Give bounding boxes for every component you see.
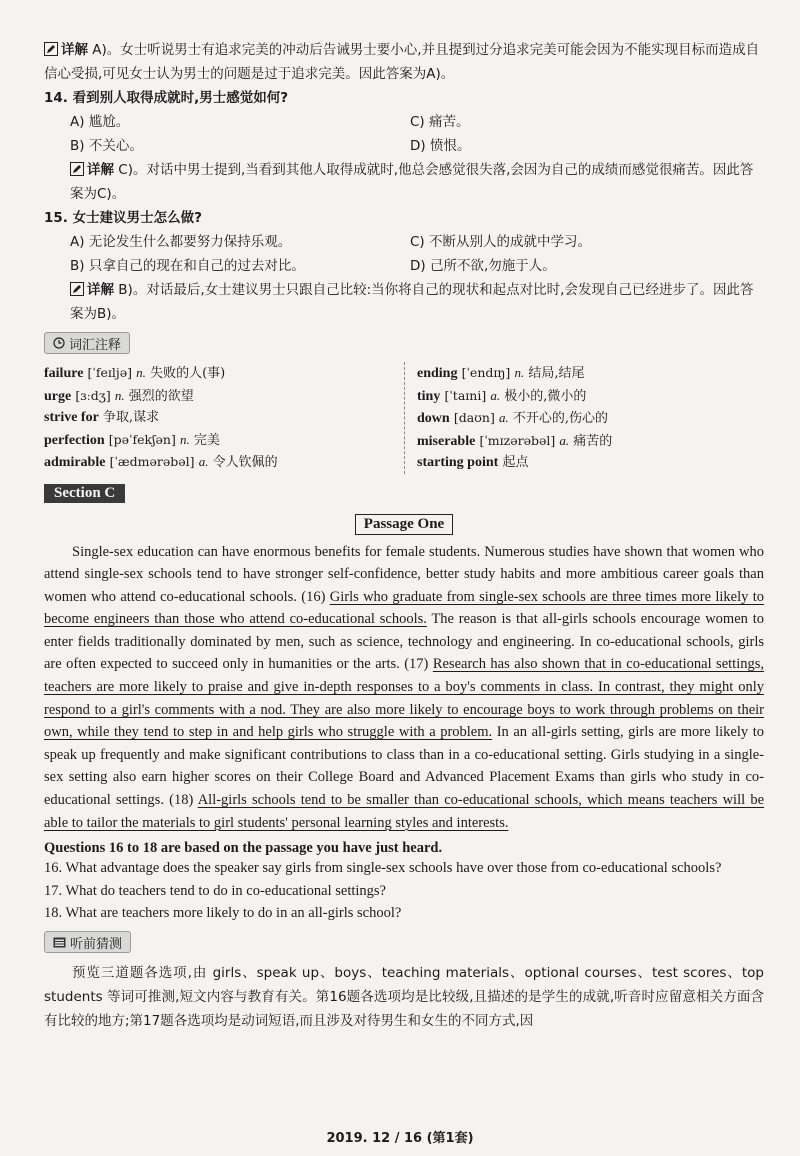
vocab-meaning: 结局,结尾: [528, 366, 585, 381]
vocab-pos: a.: [198, 454, 209, 469]
underlined-answer-16: Girls who graduate from single-sex schools are three times more likely to become engineers than those who attend co-educational schools.: [44, 588, 764, 628]
vocab-pos: n.: [136, 365, 146, 380]
passage-text: [44, 541, 764, 835]
explanation-13: [44, 38, 764, 86]
vocab-word: starting point: [417, 455, 499, 470]
explanation-15: [44, 278, 764, 326]
questions-lead: Questions 16 to 18 are based on the passage you have just heard.: [44, 840, 443, 857]
option: B) 不关心。: [70, 138, 143, 154]
explain-tag: 详解: [87, 282, 114, 298]
vocab-meaning: 起点: [502, 455, 529, 470]
pencil-icon: [70, 162, 84, 176]
vocab-pos: a.: [559, 432, 570, 448]
vocab-phonetic: [ˈendɪŋ]: [461, 365, 511, 380]
explanation-text: A)。女士听说男士有追求完美的冲动后告诫男士要小心,并且提到过分追求完美可能会因为不能实现目标而造成自信心受损,可见女士认为男士的问题是过于追求完美。因此答案为A)。: [44, 42, 760, 82]
question-list: [44, 857, 764, 925]
vocab-word: ending: [417, 366, 458, 381]
question-15-options: [44, 230, 764, 278]
question-14-title: 14. 看到别人取得成就时,男士感觉如何?: [44, 90, 289, 106]
vocab-word: perfection: [44, 432, 105, 448]
vocab-pos: a.: [490, 387, 501, 403]
vocab-column-right: [404, 362, 764, 474]
explanation-text: B)。对话最后,女士建议男士只跟自己比较:当你将自己的现状和起点对比时,会发现自己已经进步了。因此答案为B)。: [70, 282, 754, 322]
question-15-title: 15. 女士建议男士怎么做?: [44, 210, 202, 226]
vocab-meaning: 失败的人(事): [150, 366, 226, 381]
explanation-14: [44, 158, 764, 206]
vocab-phonetic: [ɜːdʒ]: [75, 387, 111, 403]
vocab-entry: [44, 451, 404, 474]
passage-segment: In an all-girls setting, girls are more likely to speak up frequently and make significant contributions to class than in a co-educational setting. Girls studying in a single-sex setting also earn higher scores on their College Board and Advanced Placement Exams than girls who study in co-educational settings. (18): [44, 724, 764, 809]
predict-tag-label: 听前猜测: [70, 936, 123, 952]
vocab-tag: [44, 332, 130, 354]
vocab-word: down: [417, 411, 450, 426]
vocab-meaning: 争取,谋求: [102, 410, 160, 425]
vocab-phonetic: [pəˈfekʃən]: [108, 431, 176, 447]
vocab-word: admirable: [44, 455, 106, 470]
passage-segment: The reason is that all-girls schools encourage women to enter fields traditionally dominated by men, such as science, technology and engineering. In co-educational schools, girls are often expected to succeed only in humanities or the arts. (17): [44, 611, 764, 673]
vocab-entry: [44, 407, 404, 429]
vocab-list: [44, 362, 764, 474]
vocab-pos: n.: [179, 431, 190, 447]
vocab-phonetic: [ˈtaɪni]: [444, 387, 487, 403]
vocab-tag-label: 词汇注释: [69, 337, 122, 353]
vocab-entry: [44, 429, 404, 452]
option: B) 只拿自己的现在和自己的过去对比。: [70, 258, 305, 274]
option: C) 不断从别人的成就中学习。: [410, 234, 591, 250]
vocab-entry: [44, 362, 404, 385]
vocab-phonetic: [daʊn]: [453, 410, 495, 425]
explain-tag: 详解: [61, 42, 88, 58]
passage-title-box: [44, 513, 764, 535]
vocab-word: tiny: [417, 388, 441, 404]
vocab-entry: [417, 385, 764, 408]
vocab-meaning: 痛苦的: [573, 433, 613, 449]
passage-segment: Single-sex education can have enormous benefits for female students. Numerous studies have shown that women who attend single-sex schools tend to have stronger self-confidence, better study habits and more ambitious career goals than women who attend co-educational schools. (16): [44, 543, 764, 605]
question-14-options: [44, 110, 764, 158]
vocab-word: urge: [44, 388, 72, 404]
vocab-meaning: 强烈的欲望: [128, 388, 194, 404]
vocab-pos: n.: [114, 387, 125, 403]
vocab-entry: [44, 385, 404, 408]
vocab-meaning: 极小的,微小的: [504, 388, 587, 404]
option: A) 无论发生什么都要努力保持乐观。: [70, 234, 292, 250]
vocab-pos: n.: [514, 365, 525, 380]
underlined-answer-18: All-girls schools tend to be smaller than co-educational schools, which means teachers will be able to tailor the materials to girl students' personal learning styles and interests.: [44, 792, 765, 831]
vocab-entry: [417, 452, 764, 474]
vocab-meaning: 不开心的,伤心的: [512, 411, 609, 426]
vocab-meaning: 令人钦佩的: [212, 455, 278, 470]
option: D) 己所不欲,勿施于人。: [410, 258, 556, 274]
question-item: 16. What advantage does the speaker say girls from single-sex schools have over those from co-educational schools?: [44, 860, 722, 877]
predict-text: 预览三道题各选项,由 girls、speak up、boys、teaching materials、optional courses、test scores、top students 等词可推测,短文内容与教育有关。第16题各选项均是比较级,且描述的是学生的成就,听音时应留意相关方面含有比较的地方;第17题各选项均是动词短语,而且涉及对待男生和女生的不同方式,因: [44, 965, 764, 1029]
vocab-word: miserable: [417, 433, 476, 449]
vocab-pos: a.: [498, 410, 509, 425]
clock-icon: [53, 337, 65, 349]
vocab-word: failure: [44, 366, 84, 381]
question-item: 17. What do teachers tend to do in co-educational settings?: [44, 882, 386, 899]
page-footer: 2019. 12 / 16 (第1套): [326, 1131, 474, 1146]
vocab-word: strive for: [44, 410, 99, 425]
option: C) 痛苦。: [410, 114, 470, 130]
pencil-icon: [70, 282, 84, 296]
section-label: Section C: [44, 484, 125, 503]
vocab-column-left: [44, 362, 404, 474]
vocab-phonetic: [ˈfeɪljə]: [87, 365, 133, 380]
explanation-text: C)。对话中男士提到,当看到其他人取得成就时,他总会感觉很失落,会因为自己的成绩而感觉很痛苦。因此答案为C)。: [70, 162, 754, 202]
pencil-icon: [44, 42, 58, 56]
vocab-meaning: 完美: [193, 432, 220, 448]
explain-tag: 详解: [87, 162, 114, 178]
vocab-entry: [417, 430, 764, 453]
page-content: [44, 38, 764, 1033]
vocab-entry: [417, 407, 764, 430]
option: A) 尴尬。: [70, 114, 130, 130]
keyboard-icon: [53, 937, 66, 948]
vocab-phonetic: [ˈmɪzərəbəl]: [479, 432, 556, 448]
vocab-phonetic: [ˈædmərəbəl]: [109, 454, 195, 469]
predict-tag: [44, 931, 131, 953]
vocab-entry: [417, 362, 764, 385]
underlined-answer-17: Research has also shown that in co-educational settings, teachers are more likely to praise and give in-depth responses to a boy's comments in class. In contrast, they might only respond to a girl's comments with a nod. They are also more likely to encourage boys to work through problems on their own, while they tend to step in and help girls who struggle with a problem.: [44, 656, 764, 741]
option: D) 愤恨。: [410, 138, 471, 154]
question-item: 18. What are teachers more likely to do in an all-girls school?: [44, 905, 402, 922]
passage-title: Passage One: [355, 514, 453, 535]
